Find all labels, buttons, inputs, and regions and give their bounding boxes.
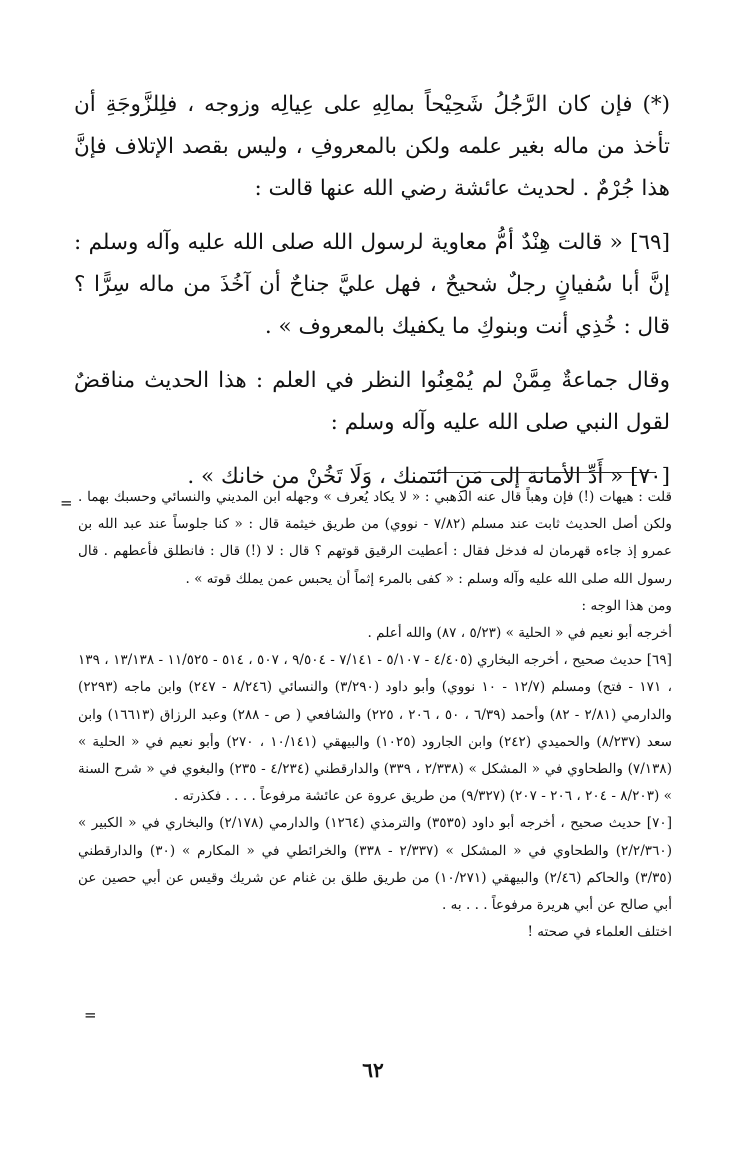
footnote-69: [٦٩] حديث صحيح ، أخرجه البخاري (٤/٤٠٥ - ٥/١٠٧ - ٧/١٤١ - ٩/٥٠٤ ، ٥٠٧ ، ٥١٤ - ١١/٥٢٥ - ١٣/١٣٨ ، ١٣٩ ، ١٧١ - فتح) ومسلم (١٢/٧ - ١٠ نووي) وأبو داود (٣/٢٩٠) والنسائي (٨/٢٤٦ - ٢٤٧) وابن ماجه (٢٢٩٣) والدارمي (٢/٨١ - ٨٢) وأحمد (٦/٣٩ ، ٥٠ ، ٢٠٦ ، ٢٢٥) والشافعي ( ص - ٢٨٨) وعبد الرزاق (١٦٦١٣) وابن سعد (٨/٢٣٧) والحميدي (٢٤٢) وابن الجارود (١٠٢٥) والبيهقي (١٠/١٤١ ، ٢٧٠) وأبو نعيم في « الحلية » (٧/١٣٨) والطحاوي في « المشكل » (٢/٣٣٨ ، ٣٣٩) والدارقطني (٤/٢٣٤ - ٢٣٥) والبغوي في « شرح السنة » (٨/٢٠٣ - ٢٠٤ ، ٢٠٦ - ٢٠٧) (٩/٣٢٧) من طريق عروة عن عائشة مرفوعاً . . . . فكذرته .: [78, 652, 672, 805]
paragraph-objection: وقال جماعةٌ مِمَّنْ لم يُمْعِنُوا النظر في العلم : هذا الحديث مناقضٌ لقول النبي صلى الله عليه وآله وسلم :: [74, 368, 670, 435]
paragraph-husband-stingy: (*) فإن كان الرَّجُلُ شَحِيْحاً بمالِهِ على عِيالِه وزوجه ، فلِلزَّوجَةِ أن تأخذ من ماله بغير علمه ولكن بالمعروفِ ، وليس بقصد الإتلاف فإنَّ هذا جُرْمٌ . لحديث عائشة رضي الله عنها قالت :: [74, 92, 670, 201]
footnote-line-from-this-way: ومن هذا الوجه :: [581, 597, 672, 614]
footnote-end-mark: =: [84, 1006, 97, 1024]
footnote-final-line: اختلف العلماء في صحته !: [527, 924, 672, 941]
footnote-abu-nuaim: أخرجه أبو نعيم في « الحلية » (٥/٢٣ ، ٨٧) والله أعلم .: [367, 625, 672, 642]
footnote-continued: قلت : هيهات (!) فإن وهباً قال عنه الذهبي : « لا يكاد يُعرف » وجهله ابن المديني والنسائي وحسبك بهما . ولكن أصل الحديث ثابت عند مسلم (٧/٨٢ - نووي) من طريق خيثمة قال : « كنا جلوساً عند عبد الله بن عمرو إذ جاءه قهرمان له فدخل فقال : أعطيت الرقيق قوتهم ؟ قال : لا (!) قال : فانطلق فأعطهم . قال رسول الله صلى الله عليه وآله وسلم : « كفى بالمرء إثماً أن يحبس عمن يملك قوته » .: [78, 489, 672, 587]
main-text: [74, 84, 670, 498]
hadith-69: [٦٩] « قالت هِنْدٌ أمُّ معاوية لرسول الله صلى الله عليه وآله وسلم : إنَّ أبا سُفيانٍ رجلٌ شحيحٌ ، فهل عليَّ جناحٌ أن آخُذَ من ماله سِرًّا ؟ قال : خُذِي أنت وبنوكِ ما يكفيك بالمعروف » .: [74, 230, 670, 339]
footnote-70: [٧٠] حديث صحيح ، أخرجه أبو داود (٣٥٣٥) والترمذي (١٢٦٤) والدارمي (٢/١٧٨) والبخاري في « الكبير » (٢/٢/٣٦٠) والطحاوي في « المشكل » (٢/٣٣٧ - ٣٣٨) والخرائطي في « المكارم » (٣٠) والدارقطني (٣/٣٥) والحاكم (٢/٤٦) والبيهقي (١٠/٢٧١) من طريق طلق بن غنام عن شريك وقيس عن أبي حصين عن أبي صالح عن أبي هريرة مرفوعاً . . . به .: [78, 815, 672, 914]
footnote-divider: [428, 472, 656, 473]
footnotes: [78, 484, 672, 946]
hadith-70: [٧٠] « أَدِّ الأمانة إلى مَنِ ائتمنك ، وَلَا تَخُنْ من خانك » .: [187, 464, 670, 489]
footnote-continuation-mark: =: [60, 494, 73, 512]
page-number: ٦٢: [362, 1058, 384, 1082]
